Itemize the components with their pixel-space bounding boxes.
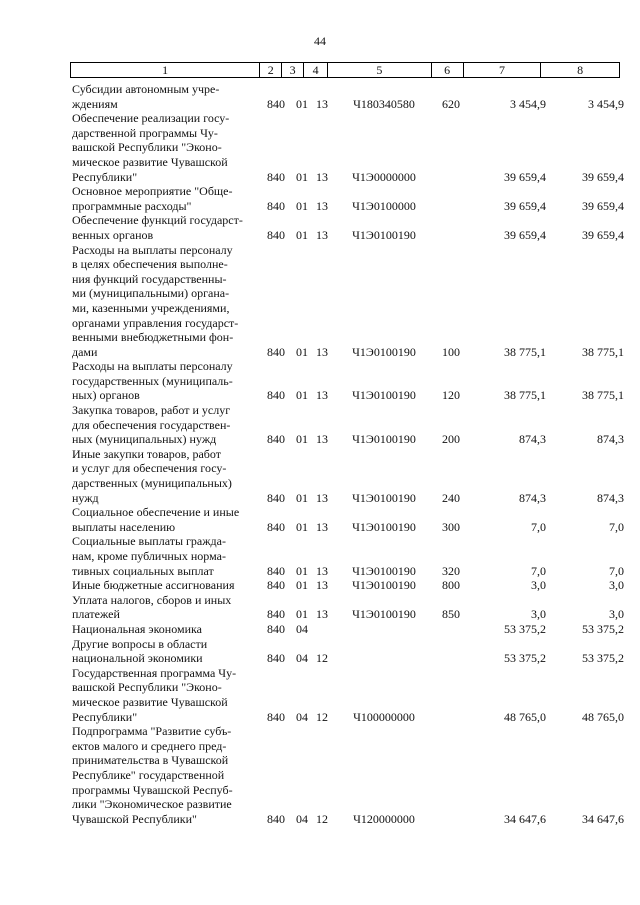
table-row <box>72 637 624 666</box>
col-rz: 01 <box>296 519 308 534</box>
col-pr: 12 <box>316 709 328 724</box>
col-sum-1: 53 375,2 <box>504 621 546 636</box>
row-name-line: Обеспечение реализации госу- <box>72 111 230 126</box>
col-gr: 840 <box>267 432 285 447</box>
row-name-line: государственных (муниципаль- <box>72 373 233 388</box>
table-row <box>72 82 624 111</box>
col-sum-2: 39 659,4 <box>582 198 624 213</box>
col-vr: 320 <box>442 563 460 578</box>
col-sum-1: 3 454,9 <box>510 96 546 111</box>
col-sum-2: 48 765,0 <box>582 709 624 724</box>
col-rz: 04 <box>296 811 308 826</box>
col-cs: Ч120000000 <box>353 811 415 826</box>
col-vr: 120 <box>442 388 460 403</box>
row-name <box>72 111 258 184</box>
col-sum-2: 39 659,4 <box>582 227 624 242</box>
col-gr: 840 <box>267 490 285 505</box>
col-vr: 200 <box>442 432 460 447</box>
col-rz: 01 <box>296 490 308 505</box>
col-sum-2: 874,3 <box>597 432 624 447</box>
table-row <box>72 111 624 184</box>
col-rz: 01 <box>296 344 308 359</box>
row-name <box>72 534 258 578</box>
table-row <box>72 213 624 242</box>
col-pr: 13 <box>316 607 328 622</box>
col-gr: 840 <box>267 344 285 359</box>
col-rz: 04 <box>296 709 308 724</box>
col-vr: 300 <box>442 519 460 534</box>
row-name <box>72 243 258 360</box>
row-name-line: выплаты населению <box>72 519 176 534</box>
col-rz: 04 <box>296 621 308 636</box>
col-cs: Ч1Э0100190 <box>352 563 416 578</box>
col-gr: 840 <box>267 96 285 111</box>
row-name <box>72 505 258 534</box>
row-name <box>72 213 258 242</box>
col-gr: 840 <box>267 227 285 242</box>
table-row <box>72 505 624 534</box>
col-vr: 800 <box>442 578 460 593</box>
row-name-line: Обеспечение функций государст- <box>72 213 243 228</box>
col-sum-2: 3 454,9 <box>588 96 624 111</box>
col-vr: 850 <box>442 607 460 622</box>
row-name-line: дарственных (муниципальных) <box>72 476 232 491</box>
col-pr: 13 <box>316 96 328 111</box>
col-gr: 840 <box>267 563 285 578</box>
row-name-line: ждениям <box>72 96 118 111</box>
col-sum-1: 3,0 <box>531 578 546 593</box>
table-header <box>70 62 620 78</box>
col-cs: Ч1Э0100190 <box>352 227 416 242</box>
row-name-line: Государственная программа Чу- <box>72 665 237 680</box>
row-name-line: ми (муниципальными) органа- <box>72 286 230 301</box>
row-name <box>72 666 258 724</box>
table-row <box>72 578 624 593</box>
col-vr: 240 <box>442 490 460 505</box>
col-pr: 13 <box>316 432 328 447</box>
row-name-line: Расходы на выплаты персоналу <box>72 359 233 374</box>
col-sum-1: 53 375,2 <box>504 651 546 666</box>
col-gr: 840 <box>267 519 285 534</box>
row-name <box>72 593 258 622</box>
col-pr: 12 <box>316 811 328 826</box>
col-gr: 840 <box>267 388 285 403</box>
col-pr: 13 <box>316 563 328 578</box>
col-cs: Ч1Э0100190 <box>352 388 416 403</box>
header-col-1: 1 <box>71 63 260 77</box>
col-sum-1: 39 659,4 <box>504 198 546 213</box>
col-rz: 01 <box>296 563 308 578</box>
col-cs: Ч1Э0100190 <box>352 344 416 359</box>
row-name-line: Национальная экономика <box>72 621 202 636</box>
col-cs: Ч1Э0100190 <box>352 607 416 622</box>
col-pr: 13 <box>316 519 328 534</box>
row-name-line: нужд <box>72 490 99 505</box>
row-name-line: Подпрограмма "Развитие субъ- <box>72 724 232 739</box>
row-name-line: вашской Республики "Эконо- <box>72 680 222 695</box>
col-sum-2: 874,3 <box>597 490 624 505</box>
col-pr: 13 <box>316 227 328 242</box>
col-sum-1: 38 775,1 <box>504 344 546 359</box>
col-gr: 840 <box>267 198 285 213</box>
header-col-2: 2 <box>260 63 282 77</box>
row-name-line: органами управления государст- <box>72 315 239 330</box>
row-name-line: дарственной программы Чу- <box>72 125 218 140</box>
page-number: 44 <box>314 34 326 48</box>
col-pr: 13 <box>316 490 328 505</box>
col-sum-1: 7,0 <box>531 563 546 578</box>
col-sum-1: 874,3 <box>519 432 546 447</box>
col-rz: 01 <box>296 388 308 403</box>
row-name-line: мическое развитие Чувашской <box>72 154 228 169</box>
row-name-line: программные расходы" <box>72 198 192 213</box>
col-sum-2: 34 647,6 <box>582 811 624 826</box>
col-cs: Ч1Э0100190 <box>352 432 416 447</box>
row-name-line: национальной экономики <box>72 651 203 666</box>
row-name-line: ных (муниципальных) нужд <box>72 432 217 447</box>
col-gr: 840 <box>267 651 285 666</box>
row-name-line: тивных социальных выплат <box>72 563 214 578</box>
col-pr: 13 <box>316 169 328 184</box>
col-gr: 840 <box>267 621 285 636</box>
row-name-line: ния функций государственны- <box>72 271 227 286</box>
col-rz: 01 <box>296 432 308 447</box>
row-name-line: ектов малого и среднего пред- <box>72 738 227 753</box>
table-row <box>72 724 624 826</box>
row-name <box>72 82 258 111</box>
header-col-7: 7 <box>464 63 542 77</box>
table-row <box>72 184 624 213</box>
row-name-line: Республики" <box>72 709 138 724</box>
row-name-line: ми, казенными учреждениями, <box>72 300 230 315</box>
col-vr: 620 <box>442 96 460 111</box>
table-row <box>72 593 624 622</box>
row-name-line: программы Чувашской Респуб- <box>72 782 233 797</box>
col-rz: 01 <box>296 169 308 184</box>
table-row <box>72 447 624 505</box>
row-name-line: Чувашской Республики" <box>72 811 197 826</box>
col-cs: Ч1Э0100190 <box>352 578 416 593</box>
col-rz: 01 <box>296 578 308 593</box>
col-cs: Ч100000000 <box>353 709 415 724</box>
col-sum-2: 38 775,1 <box>582 344 624 359</box>
col-rz: 04 <box>296 651 308 666</box>
col-sum-2: 3,0 <box>609 578 624 593</box>
row-name-line: Другие вопросы в области <box>72 636 208 651</box>
col-sum-2: 3,0 <box>609 607 624 622</box>
row-name-line: венными внебюджетными фон- <box>72 330 234 345</box>
col-cs: Ч1Э0100000 <box>352 198 416 213</box>
row-name-line: ных) органов <box>72 388 140 403</box>
col-cs: Ч1Э0000000 <box>352 169 416 184</box>
col-sum-1: 38 775,1 <box>504 388 546 403</box>
col-pr: 12 <box>316 651 328 666</box>
row-name <box>72 403 258 447</box>
header-col-8: 8 <box>577 63 584 77</box>
col-sum-1: 7,0 <box>531 519 546 534</box>
row-name <box>72 447 258 505</box>
col-sum-2: 38 775,1 <box>582 388 624 403</box>
col-rz: 01 <box>296 96 308 111</box>
row-name-line: Уплата налогов, сборов и иных <box>72 592 232 607</box>
row-name <box>72 724 258 826</box>
header-col-4: 4 <box>304 63 328 77</box>
col-sum-1: 874,3 <box>519 490 546 505</box>
col-cs: Ч1Э0100190 <box>352 490 416 505</box>
row-name-line: Республике" государственной <box>72 767 225 782</box>
row-name-line: дами <box>72 344 98 359</box>
row-name-line: Иные закупки товаров, работ <box>72 446 221 461</box>
table-row <box>72 359 624 403</box>
row-name-line: в целях обеспечения выполне- <box>72 257 228 272</box>
row-name-line: мическое развитие Чувашской <box>72 694 228 709</box>
col-gr: 840 <box>267 607 285 622</box>
col-rz: 01 <box>296 198 308 213</box>
row-name-line: Республики" <box>72 169 138 184</box>
row-name <box>72 578 258 593</box>
row-name-line: вашской Республики "Эконо- <box>72 140 222 155</box>
col-rz: 01 <box>296 227 308 242</box>
header-col-3: 3 <box>282 63 304 77</box>
table-row <box>72 243 624 360</box>
col-rz: 01 <box>296 607 308 622</box>
col-gr: 840 <box>267 709 285 724</box>
row-name-line: Социальные выплаты гражда- <box>72 534 226 549</box>
row-name <box>72 359 258 403</box>
col-sum-1: 39 659,4 <box>504 227 546 242</box>
row-name-line: Субсидии автономным учре- <box>72 82 220 96</box>
row-name-line: венных органов <box>72 227 154 242</box>
table-row <box>72 622 624 637</box>
col-pr: 13 <box>316 198 328 213</box>
row-name <box>72 622 258 637</box>
table-row <box>72 403 624 447</box>
col-pr: 13 <box>316 578 328 593</box>
header-col-6: 6 <box>432 63 464 77</box>
table-row <box>72 666 624 724</box>
col-sum-1: 3,0 <box>531 607 546 622</box>
col-sum-1: 48 765,0 <box>504 709 546 724</box>
row-name <box>72 184 258 213</box>
col-sum-2: 53 375,2 <box>582 651 624 666</box>
row-name-line: Закупка товаров, работ и услуг <box>72 403 231 418</box>
row-name <box>72 637 258 666</box>
row-name-line: принимательства в Чувашской <box>72 753 229 768</box>
row-name-line: Социальное обеспечение и иные <box>72 505 240 520</box>
col-sum-1: 39 659,4 <box>504 169 546 184</box>
row-name-line: лики "Экономическое развитие <box>72 797 232 812</box>
row-name-line: Иные бюджетные ассигнования <box>72 578 235 593</box>
row-name-line: для обеспечения государствен- <box>72 417 231 432</box>
header-col-5: 5 <box>328 63 432 77</box>
row-name-line: Расходы на выплаты персоналу <box>72 242 233 257</box>
col-gr: 840 <box>267 169 285 184</box>
col-gr: 840 <box>267 578 285 593</box>
col-sum-2: 7,0 <box>609 563 624 578</box>
col-cs: Ч1Э0100190 <box>352 519 416 534</box>
row-name-line: Основное мероприятие "Обще- <box>72 184 233 199</box>
row-name-line: и услуг для обеспечения госу- <box>72 461 227 476</box>
col-gr: 840 <box>267 811 285 826</box>
table-row <box>72 534 624 578</box>
col-sum-1: 34 647,6 <box>504 811 546 826</box>
row-name-line: нам, кроме публичных норма- <box>72 549 226 563</box>
col-sum-2: 7,0 <box>609 519 624 534</box>
col-pr: 13 <box>316 388 328 403</box>
col-vr: 100 <box>442 344 460 359</box>
row-name-line: платежей <box>72 607 120 622</box>
col-cs: Ч180340580 <box>353 96 415 111</box>
col-sum-2: 39 659,4 <box>582 169 624 184</box>
col-sum-2: 53 375,2 <box>582 621 624 636</box>
table-body <box>72 82 624 826</box>
col-pr: 13 <box>316 344 328 359</box>
